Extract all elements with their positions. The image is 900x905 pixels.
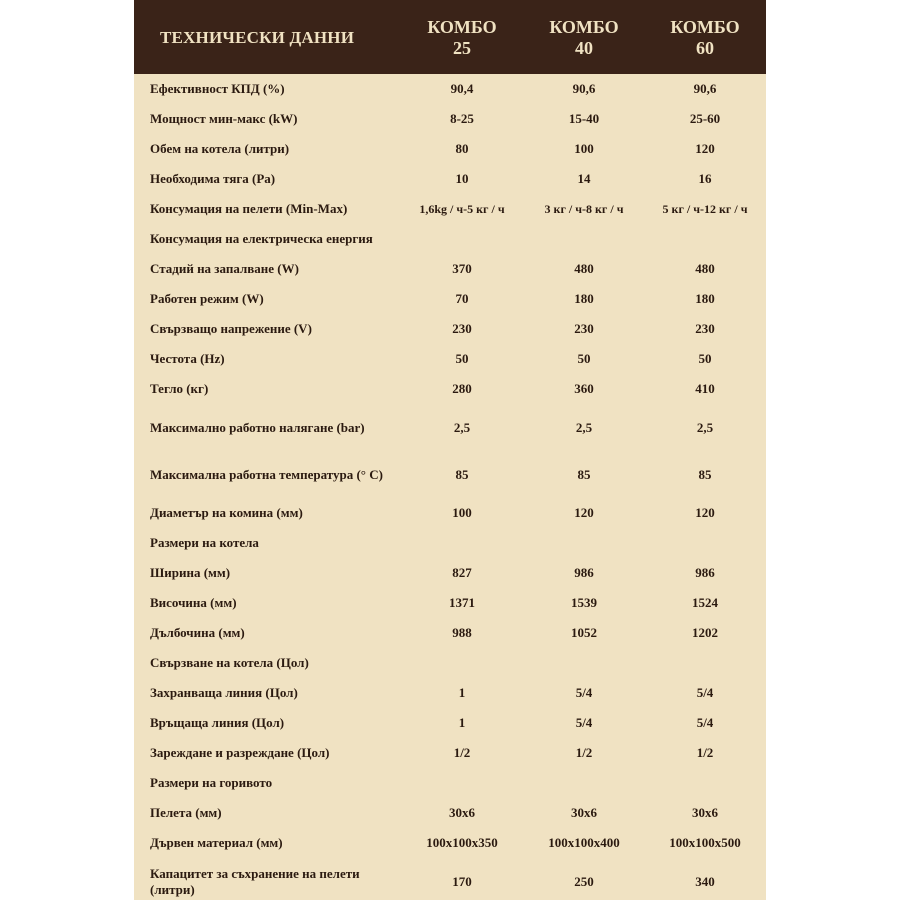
table-row — [134, 708, 766, 738]
table-row — [134, 451, 766, 498]
spec-value-model-1 — [400, 648, 524, 678]
table-row — [134, 798, 766, 828]
spec-value-model-2: 1539 — [571, 595, 597, 610]
spec-value-model-3: 90,6 — [693, 81, 717, 96]
table-row — [134, 314, 766, 344]
table-row — [134, 558, 766, 588]
spec-value-model-1: 90,4 — [450, 81, 474, 96]
spec-value-model-1 — [400, 224, 524, 254]
spec-label: Дървен материал (мм) — [150, 835, 283, 850]
spec-label: Необходима тяга (Pa) — [150, 171, 276, 186]
spec-value-model-1 — [400, 768, 524, 798]
table-row — [134, 678, 766, 708]
spec-value-model-3: 2,5 — [696, 419, 714, 435]
spec-value-model-2: 1052 — [571, 625, 597, 640]
spec-value-model-1: 8-25 — [450, 111, 474, 126]
spec-label: Диаметър на комина (мм) — [150, 505, 303, 520]
spec-value-model-1: 2,5 — [453, 419, 471, 435]
spec-value-model-1: 230 — [452, 321, 472, 336]
spec-value-model-1: 80 — [455, 141, 469, 156]
spec-value-model-1: 1/2 — [453, 745, 471, 760]
spec-value-model-1: 827 — [452, 565, 472, 580]
spec-value-model-2: 250 — [574, 873, 594, 889]
table-row — [134, 498, 766, 528]
table-row — [134, 104, 766, 134]
spec-value-model-1 — [400, 528, 524, 558]
table-row — [134, 618, 766, 648]
spec-value-model-2: 986 — [574, 565, 594, 580]
spec-value-model-1: 70 — [455, 291, 469, 306]
spec-value-model-3: 100x100x500 — [669, 835, 741, 850]
table-row — [134, 344, 766, 374]
spec-value-model-1: 370 — [452, 261, 472, 276]
spec-value-model-1: 50 — [455, 351, 469, 366]
table-row — [134, 828, 766, 858]
model-size: 40 — [575, 38, 593, 58]
spec-value-model-3: 5/4 — [696, 685, 714, 700]
model-size: 25 — [453, 38, 471, 58]
spec-value-model-3: 25-60 — [689, 111, 721, 126]
spec-value-model-2: 1/2 — [575, 745, 593, 760]
spec-label: Работен режим (W) — [150, 291, 264, 306]
spec-value-model-2: 15-40 — [568, 111, 600, 126]
spec-value-model-1: 1 — [458, 685, 466, 700]
spec-value-model-1: 100 — [452, 505, 472, 520]
table-row — [134, 254, 766, 284]
spec-value-model-3: 120 — [695, 505, 715, 520]
spec-value-model-2: 100x100x400 — [548, 835, 620, 850]
spec-value-model-2: 85 — [577, 466, 591, 482]
spec-value-model-2: 14 — [577, 171, 591, 186]
spec-value-model-2: 5/4 — [575, 685, 593, 700]
table-header-row — [134, 0, 766, 74]
spec-value-model-1: 170 — [452, 873, 472, 889]
spec-label: Размери на котела — [150, 535, 259, 550]
model-size: 60 — [696, 38, 714, 58]
spec-label: Зареждане и разреждане (Цол) — [150, 745, 330, 760]
table-row — [134, 528, 766, 558]
spec-label: Пелета (мм) — [150, 805, 222, 820]
table-row — [134, 588, 766, 618]
spec-value-model-2: 5/4 — [575, 715, 593, 730]
spec-value-model-3: 1202 — [692, 625, 718, 640]
spec-value-model-2: 2,5 — [575, 419, 593, 435]
table-row — [134, 164, 766, 194]
table-row — [134, 284, 766, 314]
model-name: КОМБО — [670, 17, 740, 37]
spec-value-model-1: 10 — [455, 171, 469, 186]
spec-value-model-2: 120 — [574, 505, 594, 520]
table-row — [134, 648, 766, 678]
spec-label: Максимално работно налягане (bar) — [150, 419, 365, 435]
spec-value-model-2 — [524, 224, 644, 254]
model-name: КОМБО — [549, 17, 619, 37]
spec-value-model-1: 1371 — [449, 595, 475, 610]
model-header-2 — [524, 0, 644, 74]
spec-value-model-3 — [644, 224, 766, 254]
spec-value-model-2: 90,6 — [572, 81, 596, 96]
spec-value-model-1: 988 — [452, 625, 472, 640]
technical-data-table — [134, 0, 766, 905]
table-row — [134, 768, 766, 798]
table-row — [134, 404, 766, 451]
spec-label: Капацитет за съхранение на пелети (литри) — [150, 865, 360, 897]
spec-value-model-3: 30x6 — [692, 805, 718, 820]
spec-value-model-3: 1524 — [692, 595, 718, 610]
spec-label: Дълбочина (мм) — [150, 625, 245, 640]
table-row — [134, 224, 766, 254]
spec-label: Мощност мин-макс (kW) — [150, 111, 298, 126]
spec-label: Обем на котела (литри) — [150, 141, 290, 156]
spec-label: Максимална работна температура (° C) — [150, 466, 383, 482]
table-row — [134, 374, 766, 404]
spec-value-model-1: 85 — [455, 466, 469, 482]
spec-value-model-1: 30x6 — [449, 805, 475, 820]
table-row — [134, 134, 766, 164]
spec-label: Връщаща линия (Цол) — [150, 715, 285, 730]
table-row — [134, 194, 766, 224]
spec-label: Свързване на котела (Цол) — [150, 655, 309, 670]
spec-value-model-3: 5/4 — [696, 715, 714, 730]
table-row — [134, 74, 766, 104]
spec-value-model-2: 30x6 — [571, 805, 597, 820]
spec-value-model-2: 100 — [574, 141, 594, 156]
spec-value-model-3: 180 — [695, 291, 715, 306]
table-row — [134, 858, 766, 905]
spec-value-model-3: 480 — [695, 261, 715, 276]
spec-value-model-3: 16 — [698, 171, 712, 186]
spec-table-panel — [134, 0, 766, 900]
spec-value-model-2: 180 — [574, 291, 594, 306]
spec-value-model-3: 1/2 — [696, 745, 714, 760]
spec-value-model-3 — [644, 528, 766, 558]
spec-value-model-3: 986 — [695, 565, 715, 580]
spec-label: Височина (мм) — [150, 595, 237, 610]
spec-label: Ефективност КПД (%) — [150, 81, 285, 96]
spec-value-model-3: 410 — [695, 381, 715, 396]
spec-value-model-3: 5 кг / ч-12 кг / ч — [662, 202, 748, 216]
spec-value-model-3 — [644, 768, 766, 798]
spec-value-model-1: 1 — [458, 715, 466, 730]
spec-value-model-3: 85 — [698, 466, 712, 482]
spec-label: Честота (Hz) — [150, 351, 225, 366]
spec-label: Стадий на запалване (W) — [150, 261, 299, 276]
spec-value-model-3: 340 — [695, 873, 715, 889]
spec-value-model-1: 100x100x350 — [426, 835, 498, 850]
spec-label: Консумация на пелети (Min-Max) — [150, 201, 348, 216]
model-name: КОМБО — [427, 17, 497, 37]
spec-value-model-2 — [524, 528, 644, 558]
table-title: ТЕХНИЧЕСКИ ДАННИ — [134, 0, 400, 74]
spec-label: Ширина (мм) — [150, 565, 231, 580]
model-header-1 — [400, 0, 524, 74]
spec-value-model-1: 280 — [452, 381, 472, 396]
spec-value-model-2: 480 — [574, 261, 594, 276]
spec-value-model-3: 120 — [695, 141, 715, 156]
spec-value-model-2 — [524, 648, 644, 678]
spec-value-model-1: 1,6kg / ч-5 кг / ч — [419, 202, 505, 216]
spec-label: Тегло (кг) — [150, 381, 209, 396]
model-header-3 — [644, 0, 766, 74]
spec-label: Захранваща линия (Цол) — [150, 685, 298, 700]
spec-value-model-2 — [524, 768, 644, 798]
spec-value-model-3: 230 — [695, 321, 715, 336]
spec-value-model-3 — [644, 648, 766, 678]
spec-label: Размери на горивото — [150, 775, 273, 790]
spec-label: Консумация на електрическа енергия — [150, 231, 373, 246]
spec-value-model-2: 50 — [577, 351, 591, 366]
table-row — [134, 738, 766, 768]
spec-value-model-2: 230 — [574, 321, 594, 336]
spec-value-model-3: 50 — [698, 351, 712, 366]
spec-label: Свързващо напрежение (V) — [150, 321, 312, 336]
spec-value-model-2: 3 кг / ч-8 кг / ч — [544, 202, 624, 216]
spec-value-model-2: 360 — [574, 381, 594, 396]
